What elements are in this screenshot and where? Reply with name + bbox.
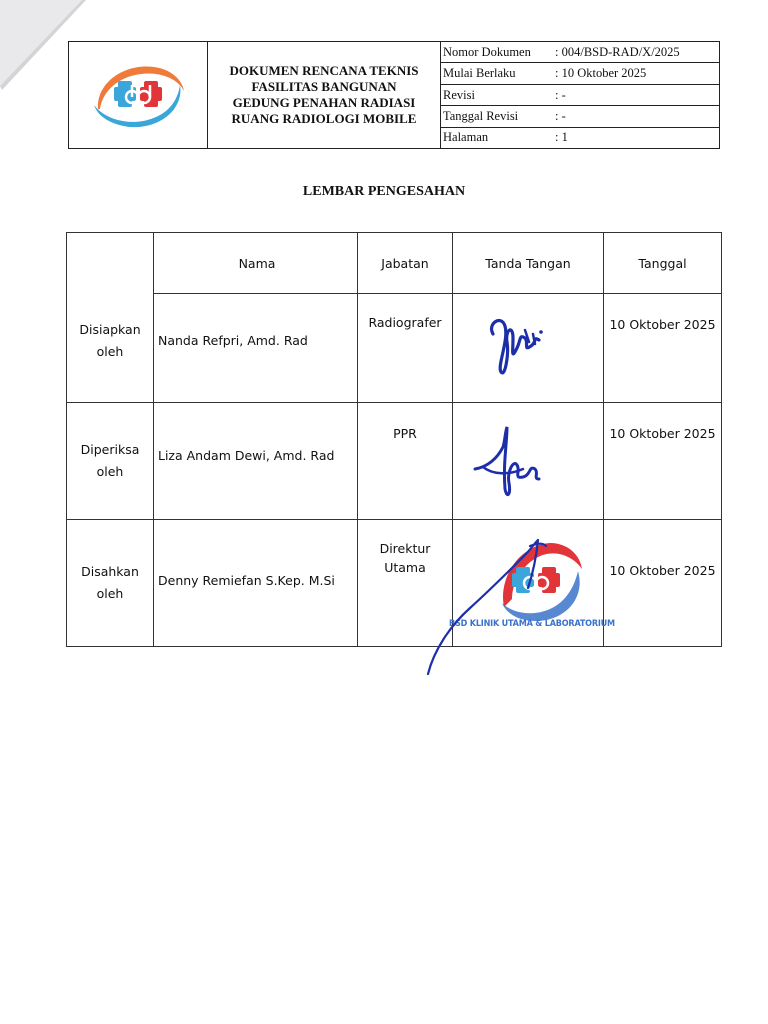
- meta-value: : 10 Oktober 2025: [555, 66, 647, 81]
- meta-row-halaman: [441, 128, 719, 148]
- column-header: Tanggal: [604, 233, 722, 294]
- date-cell: [604, 520, 722, 647]
- table-row: [67, 294, 722, 403]
- page-title: LEMBAR PENGESAHAN: [302, 184, 466, 199]
- signer-name: Denny Remiefan S.Kep. M.Si: [158, 573, 335, 588]
- signature-cell: [453, 294, 604, 403]
- meta-label: Tanggal Revisi: [443, 108, 519, 123]
- jabatan-text: Direktur: [379, 541, 431, 556]
- name-cell: [154, 403, 358, 520]
- meta-row-tanggal-revisi: [441, 106, 719, 127]
- signature-cell: [453, 403, 604, 520]
- meta-label: Halaman: [443, 130, 489, 145]
- title-line: FASILITAS BANGUNAN: [251, 79, 397, 94]
- role-label: Disiapkan: [79, 322, 141, 337]
- column-header: Tanda Tangan: [453, 233, 604, 294]
- meta-row-revisi: [441, 85, 719, 106]
- role-label: Diperiksa: [80, 442, 140, 457]
- document-title-block: [208, 42, 441, 148]
- role-label: oleh: [96, 464, 124, 479]
- date-text: 10 Oktober 2025: [609, 563, 716, 578]
- meta-value: : 1: [555, 130, 568, 145]
- role-cell: [67, 520, 154, 647]
- title-line: DOKUMEN RENCANA TEKNIS: [229, 63, 419, 78]
- meta-row-nomor: [441, 42, 719, 63]
- role-label: Disahkan: [81, 564, 139, 579]
- document-meta: [441, 42, 719, 148]
- meta-label: Revisi: [443, 87, 475, 102]
- meta-row-mulai: [441, 63, 719, 84]
- column-header: Nama: [154, 233, 358, 294]
- meta-value: : 004/BSD-RAD/X/2025: [555, 44, 680, 59]
- table-row: [67, 520, 722, 647]
- signature-2-icon: [453, 403, 601, 517]
- date-text: 10 Oktober 2025: [609, 426, 716, 441]
- role-cell: [67, 403, 154, 520]
- signer-name: Nanda Refpri, Amd. Rad: [158, 333, 308, 348]
- name-cell: [154, 520, 358, 647]
- stamp-text: BSD KLINIK UTAMA & LABORATORIUM: [449, 619, 615, 629]
- title-line: RUANG RADIOLOGI MOBILE: [231, 111, 417, 126]
- date-text: 10 Oktober 2025: [609, 317, 716, 332]
- title-line: GEDUNG PENAHAN RADIASI: [232, 95, 416, 110]
- name-cell: [154, 294, 358, 403]
- column-header: Jabatan: [358, 233, 453, 294]
- role-label: oleh: [96, 586, 124, 601]
- table-header-row: [67, 233, 722, 294]
- table-row: [67, 403, 722, 520]
- role-label: oleh: [96, 344, 124, 359]
- jabatan-text: Utama: [384, 560, 426, 575]
- role-cell: [67, 233, 154, 403]
- meta-value: : -: [555, 87, 566, 102]
- jabatan-cell: [358, 294, 453, 403]
- clinic-logo: [69, 42, 208, 148]
- jabatan-text: Radiografer: [368, 315, 442, 330]
- meta-label: Mulai Berlaku: [443, 66, 516, 81]
- meta-label: Nomor Dokumen: [443, 44, 531, 59]
- signature-3-icon: [420, 530, 560, 680]
- jabatan-cell: [358, 403, 453, 520]
- meta-value: : -: [555, 108, 566, 123]
- approval-table: [66, 232, 722, 647]
- signer-name: Liza Andam Dewi, Amd. Rad: [158, 448, 335, 463]
- clinic-logo-icon: [84, 53, 192, 137]
- date-cell: [604, 294, 722, 403]
- jabatan-text: PPR: [393, 426, 417, 441]
- signature-1-icon: [453, 294, 601, 400]
- document-header: [68, 41, 720, 149]
- date-cell: [604, 403, 722, 520]
